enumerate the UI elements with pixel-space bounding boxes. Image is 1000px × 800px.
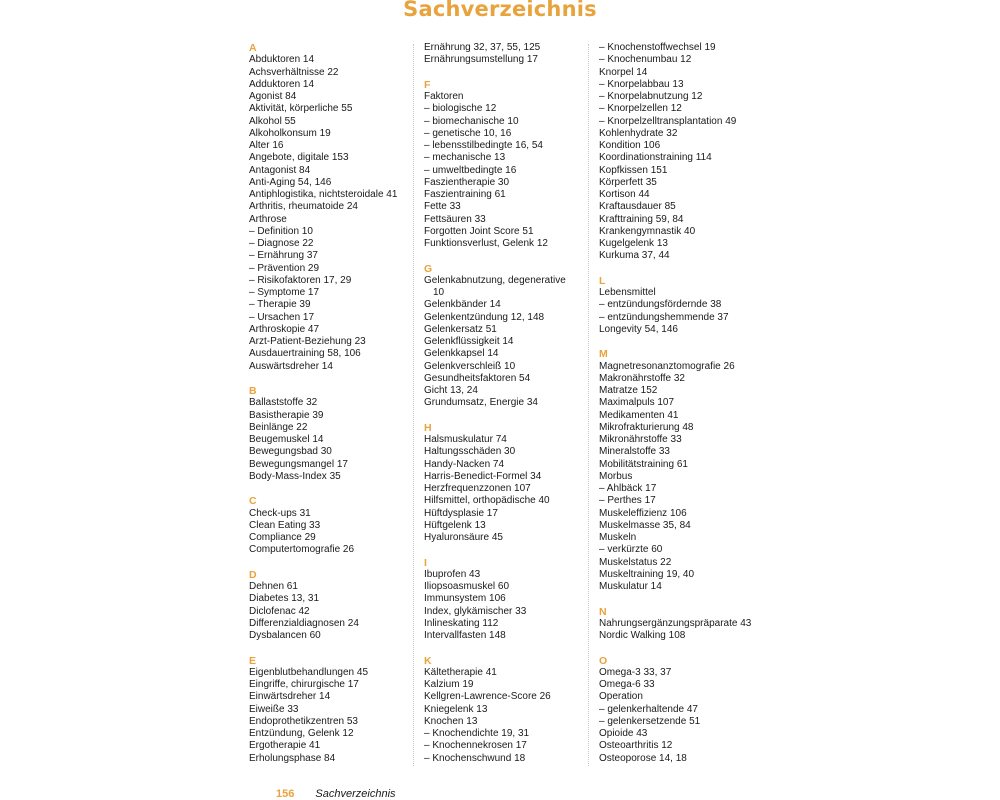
index-entry: Agonist 84 (249, 91, 297, 102)
index-entry: Antagonist 84 (249, 164, 311, 176)
index-entry: Funktionsverlust, Gelenk 12 (424, 238, 548, 249)
section-letter: E (249, 654, 257, 667)
index-entry: Muskulatur 14 (599, 581, 662, 592)
index-entry: Morbus (599, 470, 633, 482)
index-entry: Abduktoren 14 (249, 54, 315, 66)
index-entry: Ausdauertraining 58, 106 (249, 348, 361, 360)
index-section (249, 569, 397, 643)
index-entry: Hüftgelenk 13 (424, 519, 486, 531)
index-column-2 (424, 42, 566, 777)
index-entry: Check-ups 31 (249, 507, 311, 519)
index-entry: Computertomografie 26 (249, 544, 355, 556)
index-section (424, 79, 566, 251)
index-entry: Gelenkflüssigkeit 14 (424, 336, 514, 347)
index-entry: – Ursachen 17 (249, 311, 315, 323)
index-column-3 (599, 42, 751, 777)
column-divider (413, 44, 414, 766)
index-entry: Kurkuma 37, 44 (599, 250, 670, 262)
index-entry: Gesundheitsfaktoren 54 (424, 372, 531, 384)
index-entry: Harris-Benedict-Formel 34 (424, 470, 542, 482)
index-entry: – Perthes 17 (599, 495, 656, 507)
index-entry: Hüftdysplasie 17 (424, 507, 498, 519)
index-entry: Auswärtsdreher 14 (249, 360, 333, 372)
index-entry: Ernährungsumstellung 17 (424, 54, 538, 66)
section-letter: O (599, 654, 608, 667)
index-section (249, 495, 397, 556)
index-entry: Kältetherapie 41 (424, 666, 497, 678)
page-footer (276, 788, 396, 800)
index-entry: Beinlänge 22 (249, 421, 308, 433)
page-title: Sachverzeichnis (403, 0, 597, 21)
index-entry: – Prävention 29 (249, 262, 320, 274)
index-entry: – genetische 10, 16 (424, 127, 512, 139)
index-entry: Operation (599, 691, 643, 703)
index-entry: Erholungsphase 84 (249, 752, 336, 764)
index-entry: Gelenkbänder 14 (424, 299, 501, 311)
index-entry: Dehnen 61 (249, 581, 298, 592)
index-entry: – Knochenumbau 12 (599, 54, 692, 66)
section-letter: B (249, 385, 257, 397)
index-entry: Kondition 106 (599, 140, 661, 151)
index-entry: Differenzialdiagnosen 24 (249, 617, 359, 629)
index-section (424, 557, 566, 643)
index-entry: Faktoren (424, 91, 464, 102)
index-entry: Angebote, digitale 153 (249, 152, 349, 164)
index-entry: Knochen 13 (424, 715, 478, 727)
index-entry: Nordic Walking 108 (599, 630, 686, 641)
index-entry: Kraftausdauer 85 (599, 201, 676, 213)
index-entry: – Ernährung 37 (249, 250, 318, 262)
index-entry: Alkoholkonsum 19 (249, 127, 331, 139)
index-entry: Mobilitätstraining 61 (599, 458, 688, 470)
index-entry: Fettsäuren 33 (424, 213, 486, 225)
index-entry: Arthrose (249, 213, 287, 225)
index-entry: – Symptome 17 (249, 287, 320, 298)
index-entry: Kortison 44 (599, 189, 650, 200)
index-entry: Gicht 13, 24 (424, 385, 478, 396)
index-entry: – Therapie 39 (249, 299, 311, 311)
index-entry: Kugelgelenk 13 (599, 238, 668, 249)
index-entry: Krankengymnastik 40 (599, 225, 696, 237)
index-entry: Koordinationstraining 114 (599, 152, 712, 164)
index-entry: Faszientraining 61 (424, 189, 506, 200)
index-entry: Endoprothetikzentren 53 (249, 715, 358, 727)
section-letter: D (249, 568, 257, 581)
index-section (424, 263, 566, 410)
index-entry: Hilfsmittel, orthopädische 40 (424, 495, 550, 507)
index-entry: – gelenkersetzende 51 (599, 715, 701, 727)
index-entry: Mineralstoffe 33 (599, 446, 670, 458)
index-entry: Grundumsatz, Energie 34 (424, 397, 538, 409)
index-entry: Clean Eating 33 (249, 519, 321, 531)
index-entry: Nahrungsergänzungspräparate 43 (599, 617, 752, 629)
section-letter: H (424, 421, 432, 434)
index-entry: Alkohol 55 (249, 115, 296, 127)
index-entry: Matratze 152 (599, 385, 658, 396)
index-entry: Kalzium 19 (424, 679, 474, 690)
index-entry: – Risikofaktoren 17, 29 (249, 274, 352, 286)
index-entry: Opioide 43 (599, 728, 648, 739)
index-entry: Muskelmasse 35, 84 (599, 519, 691, 531)
index-entry: Longevity 54, 146 (599, 323, 678, 335)
index-section (249, 385, 397, 483)
index-entry: Ibuprofen 43 (424, 568, 481, 580)
index-entry: Muskeleffizienz 106 (599, 507, 687, 519)
section-letter: F (424, 78, 431, 91)
index-entry: Ballaststoffe 32 (249, 397, 318, 409)
index-section (599, 655, 751, 765)
index-entry: Muskeln (599, 532, 637, 543)
index-entry: – Knochendichte 19, 31 (424, 728, 530, 739)
index-entry: Krafttraining 59, 84 (599, 213, 684, 225)
index-entry: Lebensmittel (599, 287, 656, 298)
index-entry: – mechanische 13 (424, 152, 506, 164)
index-entry: Inlineskating 112 (424, 617, 499, 629)
index-entry: – Knorpelzelltransplantation 49 (599, 115, 737, 127)
index-entry: – Knochennekrosen 17 (424, 740, 527, 752)
index-entry: – Definition 10 (249, 225, 313, 237)
index-entry: Muskelstatus 22 (599, 556, 672, 568)
index-entry: Medikamenten 41 (599, 409, 679, 421)
index-entry: – gelenkerhaltende 47 (599, 703, 698, 715)
index-entry: Iliopsoasmuskel 60 (424, 581, 510, 592)
index-entry: 10 (433, 287, 445, 298)
index-entry: Muskeltraining 19, 40 (599, 568, 695, 580)
index-entry: Gelenkkapsel 14 (424, 348, 499, 360)
column-divider (588, 44, 589, 766)
section-letter: M (599, 348, 608, 361)
index-entry: Fette 33 (424, 201, 461, 213)
index-entry: Ergotherapie 41 (249, 740, 321, 752)
section-letter: G (424, 262, 433, 275)
index-entry: Eiweiße 33 (249, 703, 299, 715)
index-entry: Omega-3 33, 37 (599, 666, 672, 678)
index-section (599, 42, 751, 263)
index-entry: – lebensstilbedingte 16, 54 (424, 140, 543, 151)
index-entry: Haltungsschäden 30 (424, 446, 516, 458)
index-entry: Compliance 29 (249, 532, 316, 543)
index-entry: Alter 16 (249, 140, 284, 151)
index-entry: Osteoarthritis 12 (599, 740, 673, 752)
index-entry: – Knorpelabbau 13 (599, 78, 684, 90)
index-section (424, 655, 566, 765)
index-entry: Dysbalancen 60 (249, 630, 321, 641)
index-entry: Intervallfasten 148 (424, 630, 506, 641)
index-entry: Halsmuskulatur 74 (424, 434, 507, 445)
index-section (599, 348, 751, 593)
index-entry: Hyaluronsäure 45 (424, 532, 503, 543)
index-entry: Antiphlogistika, nichtsteroidale 41 (249, 189, 398, 200)
index-entry: Kellgren-Lawrence-Score 26 (424, 691, 551, 703)
index-entry: Gelenkabnutzung, degenerative (424, 274, 566, 286)
section-letter: I (424, 556, 427, 569)
index-entry: – verkürzte 60 (599, 544, 663, 556)
index-entry: Beugemuskel 14 (249, 434, 324, 445)
index-entry: Adduktoren 14 (249, 78, 315, 90)
index-entry: Body-Mass-Index 35 (249, 470, 341, 482)
index-section (424, 422, 566, 545)
index-section (599, 606, 751, 643)
footer-section-name: Sachverzeichnis (315, 788, 396, 800)
index-entry: Knorpel 14 (599, 66, 648, 78)
index-entry: Achsverhältnisse 22 (249, 66, 339, 78)
section-letter: N (599, 605, 607, 618)
index-entry: Omega-6 33 (599, 679, 655, 690)
index-entry: Immunsystem 106 (424, 593, 506, 605)
index-entry: Körperfett 35 (599, 176, 657, 188)
index-section (599, 275, 751, 336)
index-entry: Magnetresonanztomografie 26 (599, 360, 735, 372)
index-entry: – Knorpelzellen 12 (599, 103, 682, 115)
index-section (249, 655, 397, 765)
index-entry: Mikronährstoffe 33 (599, 434, 682, 445)
section-letter: L (599, 274, 606, 287)
index-entry: – biologische 12 (424, 103, 497, 115)
index-entry: Diclofenac 42 (249, 605, 310, 617)
index-entry: Kopfkissen 151 (599, 164, 668, 176)
index-entry: Arthroskopie 47 (249, 323, 320, 335)
index-entry: Einwärtsdreher 14 (249, 691, 331, 703)
index-entry: – Knochenstoffwechsel 19 (599, 42, 716, 53)
section-letter: K (424, 654, 432, 667)
index-entry: Entzündung, Gelenk 12 (249, 728, 354, 739)
index-entry: Gelenkersatz 51 (424, 323, 497, 335)
index-entry: Anti-Aging 54, 146 (249, 176, 332, 188)
index-entry: Kohlenhydrate 32 (599, 127, 678, 139)
index-entry: Handy-Nacken 74 (424, 458, 505, 470)
index-entry: Basistherapie 39 (249, 409, 324, 421)
index-entry: Gelenkverschleiß 10 (424, 360, 516, 372)
index-entry: Gelenkentzündung 12, 148 (424, 311, 545, 323)
index-entry: Index, glykämischer 33 (424, 605, 527, 617)
index-entry: Arthritis, rheumatoide 24 (249, 201, 358, 213)
index-section (424, 42, 566, 67)
index-entry: Maximalpuls 107 (599, 397, 675, 409)
index-entry: Bewegungsmangel 17 (249, 458, 348, 470)
section-letter: C (249, 495, 257, 508)
index-entry: Forgotten Joint Score 51 (424, 225, 534, 237)
index-column-1 (249, 42, 397, 777)
index-entry: Herzfrequenzzonen 107 (424, 483, 531, 494)
page-number: 156 (276, 788, 295, 800)
index-entry: Mikrofrakturierung 48 (599, 421, 694, 433)
index-entry: Eingriffe, chirurgische 17 (249, 679, 359, 690)
index-section (249, 42, 397, 373)
index-entry: – entzündungsfördernde 38 (599, 299, 722, 311)
index-entry: Eigenblutbehandlungen 45 (249, 666, 368, 678)
index-entry: Faszientherapie 30 (424, 176, 510, 188)
index-entry: Kniegelenk 13 (424, 703, 488, 715)
index-entry: – Ahlbäck 17 (599, 483, 657, 494)
index-entry: – Knochenschwund 18 (424, 752, 526, 764)
index-entry: Diabetes 13, 31 (249, 593, 320, 605)
index-entry: – Diagnose 22 (249, 238, 314, 249)
index-entry: – biomechanische 10 (424, 115, 519, 127)
index-entry: Makronährstoffe 32 (599, 372, 685, 384)
index-entry: Osteoporose 14, 18 (599, 752, 687, 764)
index-entry: – Knorpelabnutzung 12 (599, 91, 703, 102)
index-entry: Aktivität, körperliche 55 (249, 103, 353, 115)
index-entry: Ernährung 32, 37, 55, 125 (424, 42, 541, 53)
index-entry: – entzündungshemmende 37 (599, 311, 729, 323)
index-entry: – umweltbedingte 16 (424, 164, 517, 176)
index-entry: Arzt-Patient-Beziehung 23 (249, 336, 366, 347)
section-letter: A (249, 42, 257, 54)
index-entry: Bewegungsbad 30 (249, 446, 332, 458)
